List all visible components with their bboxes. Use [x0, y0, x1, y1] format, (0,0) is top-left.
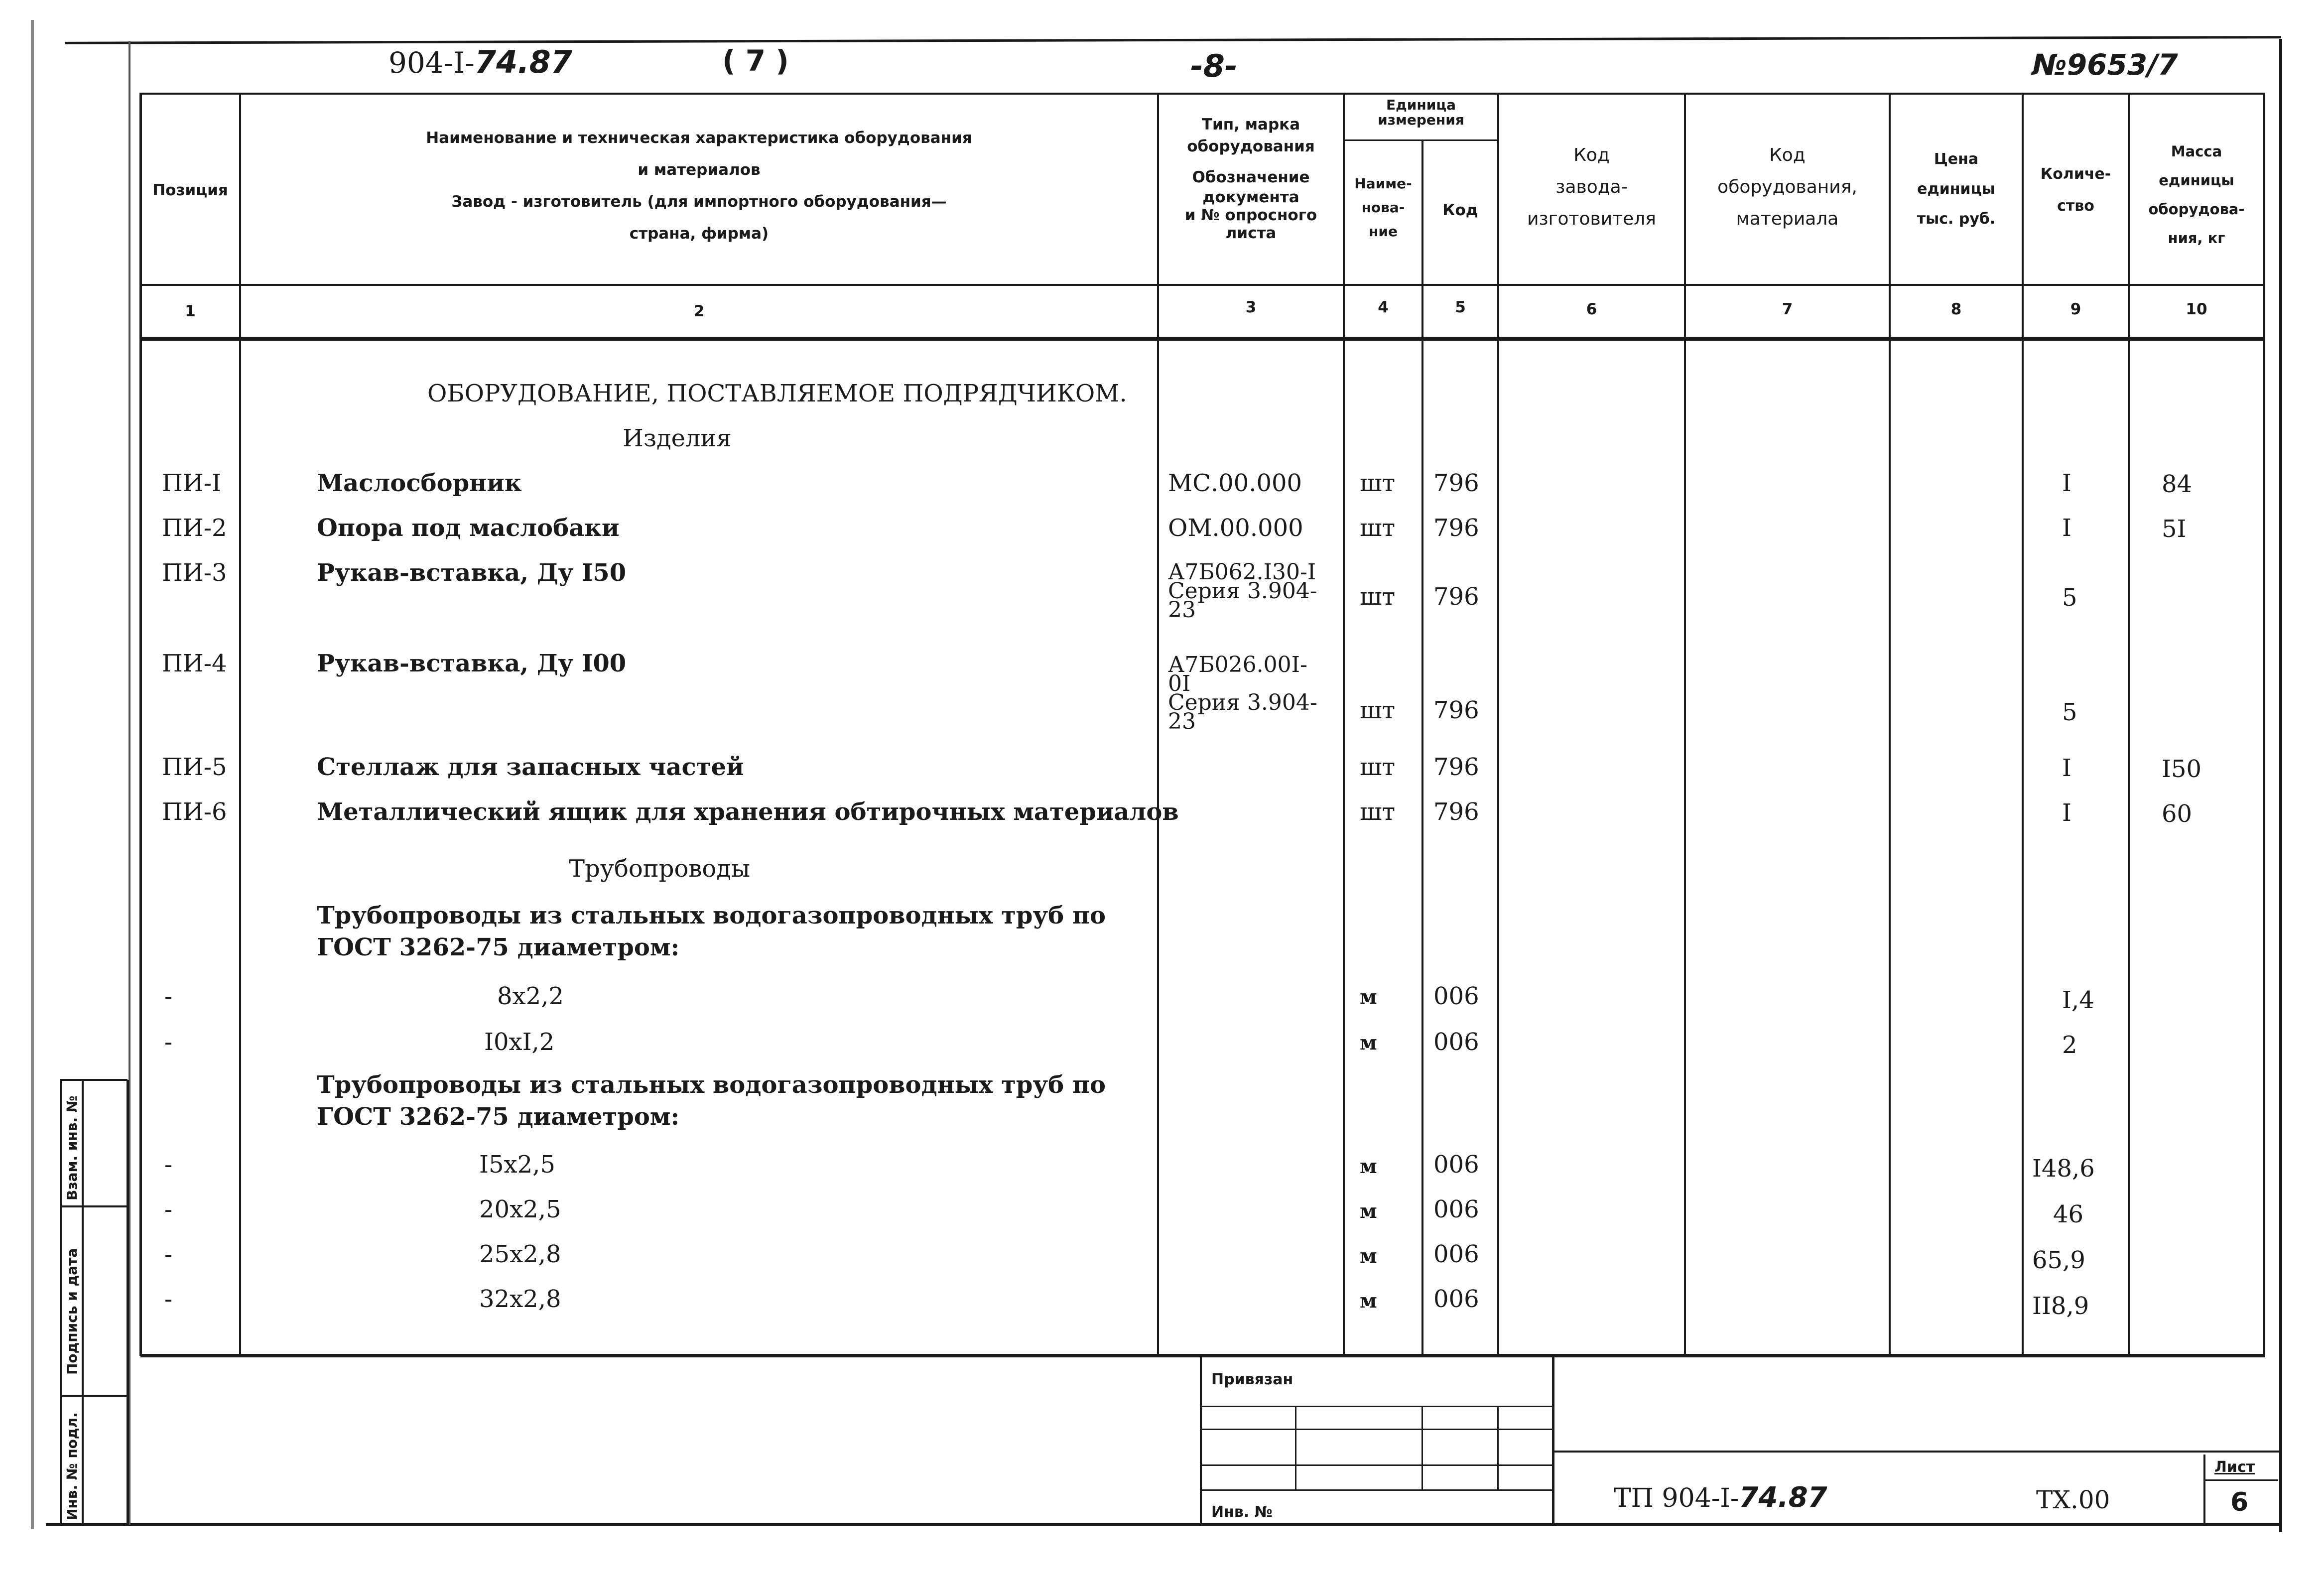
subheading-pipes: Трубопроводы	[569, 855, 751, 883]
item-6-name: Металлический ящик для хранения обтирочных материалов	[317, 798, 1179, 826]
section-title: ОБОРУДОВАНИЕ, ПОСТАВЛЯЕМОЕ ПОДРЯДЧИКОМ.	[427, 380, 1127, 407]
stamp-project-hand: 74.87	[1739, 1481, 1827, 1514]
item-5-name: Стеллаж для запасных частей	[317, 753, 744, 781]
col-num-5: 5	[1455, 298, 1466, 316]
pipe-2-row-1-qty: I48,6	[2032, 1155, 2095, 1183]
stamp-project-prefix: ТП 904-I-	[1614, 1483, 1739, 1513]
margin-box-right	[127, 1080, 129, 1526]
item-4-type: А7Б026.00I- 0I Серия 3.904- 23	[1168, 652, 1317, 734]
pipe-2-row-3-position: -	[164, 1240, 173, 1268]
stamp-box-top	[1200, 1354, 1554, 1356]
pipe-1-row-1-position: -	[164, 982, 173, 1010]
header-name: Наименование и техническая характеристика оборудования и материалов Завод - изготовитель (для импортного оборудования— страна, фирма)	[426, 129, 972, 243]
frame-right-border	[2279, 39, 2282, 1532]
col-num-4: 4	[1378, 298, 1389, 316]
item-4-code: 796	[1433, 696, 1479, 724]
header-equipment-code: Код оборудования, материала	[1717, 145, 1857, 229]
pipe-1-row-1-qty: I,4	[2062, 986, 2094, 1014]
header-bottom-rule	[140, 284, 2265, 286]
scan-edge	[31, 20, 34, 1529]
col-num-2: 2	[693, 302, 705, 320]
margin-box-left	[60, 1080, 62, 1526]
pipe-2-row-1-unit: м	[1360, 1155, 1377, 1178]
margin-inv-podl: Инв. № подл.	[64, 1412, 80, 1520]
item-5-position: ПИ-5	[162, 753, 227, 781]
col-num-3: 3	[1245, 298, 1257, 316]
item-1-mass: 84	[2162, 470, 2193, 498]
item-3-name: Рукав-вставка, Ду I50	[317, 559, 627, 587]
pipe-1-row-2-unit: м	[1360, 1031, 1377, 1055]
item-6-unit: шт	[1360, 798, 1396, 826]
sheet-cell-divider	[2203, 1479, 2278, 1481]
col-line-10	[2128, 93, 2130, 1356]
pipe-2-row-4-unit: м	[1360, 1289, 1377, 1313]
item-1-position: ПИ-I	[162, 469, 221, 497]
col-line-6	[1497, 93, 1499, 1356]
stamp-sheet-label: Лист	[2214, 1458, 2255, 1476]
header-unit-code: Код	[1442, 201, 1478, 219]
pipe-1-row-1-unit: м	[1360, 985, 1377, 1009]
sheet-cell-left	[2203, 1455, 2205, 1524]
col-line-11	[2263, 93, 2265, 1356]
item-3-type: А7Б062.I30-I Серия 3.904- 23	[1168, 559, 1317, 623]
pipe-group-1-desc: Трубопроводы из стальных водогазопроводных труб по ГОСТ 3262-75 диаметром:	[317, 902, 1106, 961]
item-1-unit: шт	[1360, 469, 1396, 497]
page-number: -8-	[1190, 48, 1238, 84]
col-num-6: 6	[1586, 300, 1597, 318]
item-6-code: 796	[1433, 798, 1479, 826]
frame-bottom-border	[46, 1523, 2282, 1526]
pipe-1-row-2-code: 006	[1433, 1028, 1479, 1056]
item-3-code: 796	[1433, 583, 1479, 611]
col-line-1	[139, 93, 142, 1356]
item-1-name: Маслосборник	[317, 469, 522, 497]
item-5-code: 796	[1433, 753, 1479, 781]
pipe-2-row-4-size: 32х2,8	[479, 1285, 561, 1313]
header-quantity: Количе- ство	[2040, 165, 2111, 215]
pipe-2-row-3-qty: 65,9	[2032, 1246, 2085, 1274]
item-3-position: ПИ-3	[162, 559, 227, 587]
item-4-name: Рукав-вставка, Ду I00	[317, 650, 627, 677]
col-num-9: 9	[2070, 300, 2081, 318]
pipe-2-row-1-code: 006	[1433, 1151, 1479, 1179]
margin-top	[60, 1079, 128, 1081]
header-type: Тип, марка оборудования Обозначение документа и № опросного листа	[1184, 116, 1317, 242]
item-6-position: ПИ-6	[162, 798, 227, 826]
stamp-row-line-3	[1200, 1464, 1554, 1466]
pipe-2-row-2-code: 006	[1433, 1195, 1479, 1223]
item-5-qty: I	[2062, 754, 2071, 782]
pipe-1-row-2-qty: 2	[2062, 1031, 2077, 1059]
item-3-unit: шт	[1360, 583, 1396, 611]
pipe-2-row-1-position: -	[164, 1151, 173, 1179]
pipe-2-row-2-unit: м	[1360, 1199, 1377, 1223]
stamp-inv-label: Инв. №	[1211, 1503, 1273, 1521]
header-price: Цена единицы тыс. руб.	[1917, 150, 1996, 228]
item-4-qty: 5	[2062, 698, 2077, 726]
header-unit-group: Единица измерения	[1378, 97, 1464, 128]
pipe-group-2-desc: Трубопроводы из стальных водогазопроводных труб по ГОСТ 3262-75 диаметром:	[317, 1071, 1106, 1131]
stamp-row-line-4	[1200, 1489, 1554, 1491]
item-2-mass: 5I	[2162, 515, 2187, 543]
pipe-2-row-3-code: 006	[1433, 1240, 1479, 1268]
item-1-code: 796	[1433, 469, 1479, 497]
col-line-7	[1684, 93, 1686, 1356]
header-unit-name: Наиме- нова- ние	[1354, 175, 1412, 240]
item-1-qty: I	[2062, 469, 2071, 497]
stamp-project-code	[1614, 1481, 1827, 1514]
item-4-position: ПИ-4	[162, 650, 227, 677]
frame-top-rule	[65, 36, 2281, 44]
header-mass: Масса единицы оборудова- ния, кг	[2148, 143, 2245, 247]
pipe-1-row-2-position: -	[164, 1028, 173, 1056]
pipe-2-row-1-size: I5х2,5	[479, 1151, 555, 1179]
margin-vzam-inv: Взам. инв. №	[64, 1095, 80, 1200]
col-line-3	[1157, 93, 1159, 1356]
stamp-col-line-1	[1295, 1406, 1296, 1490]
col-line-9	[2022, 93, 2024, 1356]
margin-div-2	[60, 1395, 128, 1397]
doc-code	[388, 44, 572, 80]
item-5-mass: I50	[2162, 755, 2202, 783]
inventory-number: №9653/7	[2032, 48, 2178, 82]
margin-podpis-data: Подпись и дата	[64, 1248, 80, 1375]
item-4-unit: шт	[1360, 696, 1396, 724]
stamp-box-right	[1552, 1354, 1554, 1525]
col-line-2	[239, 93, 241, 1356]
pipe-2-row-3-size: 25х2,8	[479, 1240, 561, 1268]
col-num-1: 1	[185, 302, 196, 320]
stamp-col-line-2	[1421, 1406, 1423, 1490]
stamp-row-line-2	[1200, 1429, 1554, 1430]
item-2-unit: шт	[1360, 514, 1396, 542]
col-line-8	[1889, 93, 1891, 1356]
header-factory-code: Код завода- изготовителя	[1527, 145, 1656, 229]
pipe-2-row-4-position: -	[164, 1285, 173, 1313]
stamp-sheet-number: 6	[2230, 1487, 2249, 1517]
item-6-qty: I	[2062, 799, 2071, 827]
margin-div-1	[60, 1205, 128, 1207]
pipe-2-row-2-position: -	[164, 1195, 173, 1223]
stamp-col-line-3	[1497, 1406, 1499, 1490]
numbers-bottom-rule	[140, 337, 2265, 341]
col-num-7: 7	[1782, 300, 1793, 318]
pipe-2-row-4-code: 006	[1433, 1285, 1479, 1313]
pipe-2-row-2-size: 20х2,5	[479, 1195, 561, 1223]
col-num-10: 10	[2186, 300, 2207, 318]
pipe-1-row-1-code: 006	[1433, 982, 1479, 1010]
subheading-products: Изделия	[623, 424, 732, 452]
pipe-1-row-1-size: 8х2,2	[497, 982, 564, 1010]
unit-group-rule	[1344, 139, 1498, 141]
doc-code-hand: 74.87	[474, 44, 572, 80]
header-position: Позиция	[152, 181, 228, 199]
item-2-qty: I	[2062, 514, 2071, 542]
title-block-top	[1553, 1451, 2281, 1453]
stamp-box-left	[1200, 1354, 1202, 1525]
pipe-2-row-2-qty: 46	[2053, 1200, 2084, 1228]
doc-code-prefix: 904-I-	[388, 46, 475, 80]
col-num-8: 8	[1950, 300, 1962, 318]
item-1-type: МС.00.000	[1168, 469, 1302, 497]
pipe-2-row-4-qty: II8,9	[2032, 1292, 2089, 1320]
col-line-5	[1421, 139, 1423, 1356]
pipe-2-row-3-unit: м	[1360, 1244, 1377, 1268]
item-2-name: Опора под маслобаки	[317, 514, 620, 542]
album-number: ( 7 )	[722, 44, 789, 78]
item-3-qty: 5	[2062, 584, 2077, 612]
table-top-rule	[140, 93, 2265, 95]
item-2-code: 796	[1433, 514, 1479, 542]
item-5-unit: шт	[1360, 753, 1396, 781]
pipe-1-row-2-size: I0хI,2	[484, 1028, 555, 1056]
item-2-type: ОМ.00.000	[1168, 514, 1303, 542]
stamp-mark: ТХ.00	[2036, 1485, 2110, 1514]
stamp-row-line-1	[1200, 1406, 1554, 1407]
stamp-privyazan: Привязан	[1211, 1371, 1293, 1388]
item-6-mass: 60	[2162, 800, 2193, 828]
margin-col-divider	[82, 1080, 84, 1526]
col-line-4	[1343, 93, 1345, 1356]
item-2-position: ПИ-2	[162, 514, 227, 542]
